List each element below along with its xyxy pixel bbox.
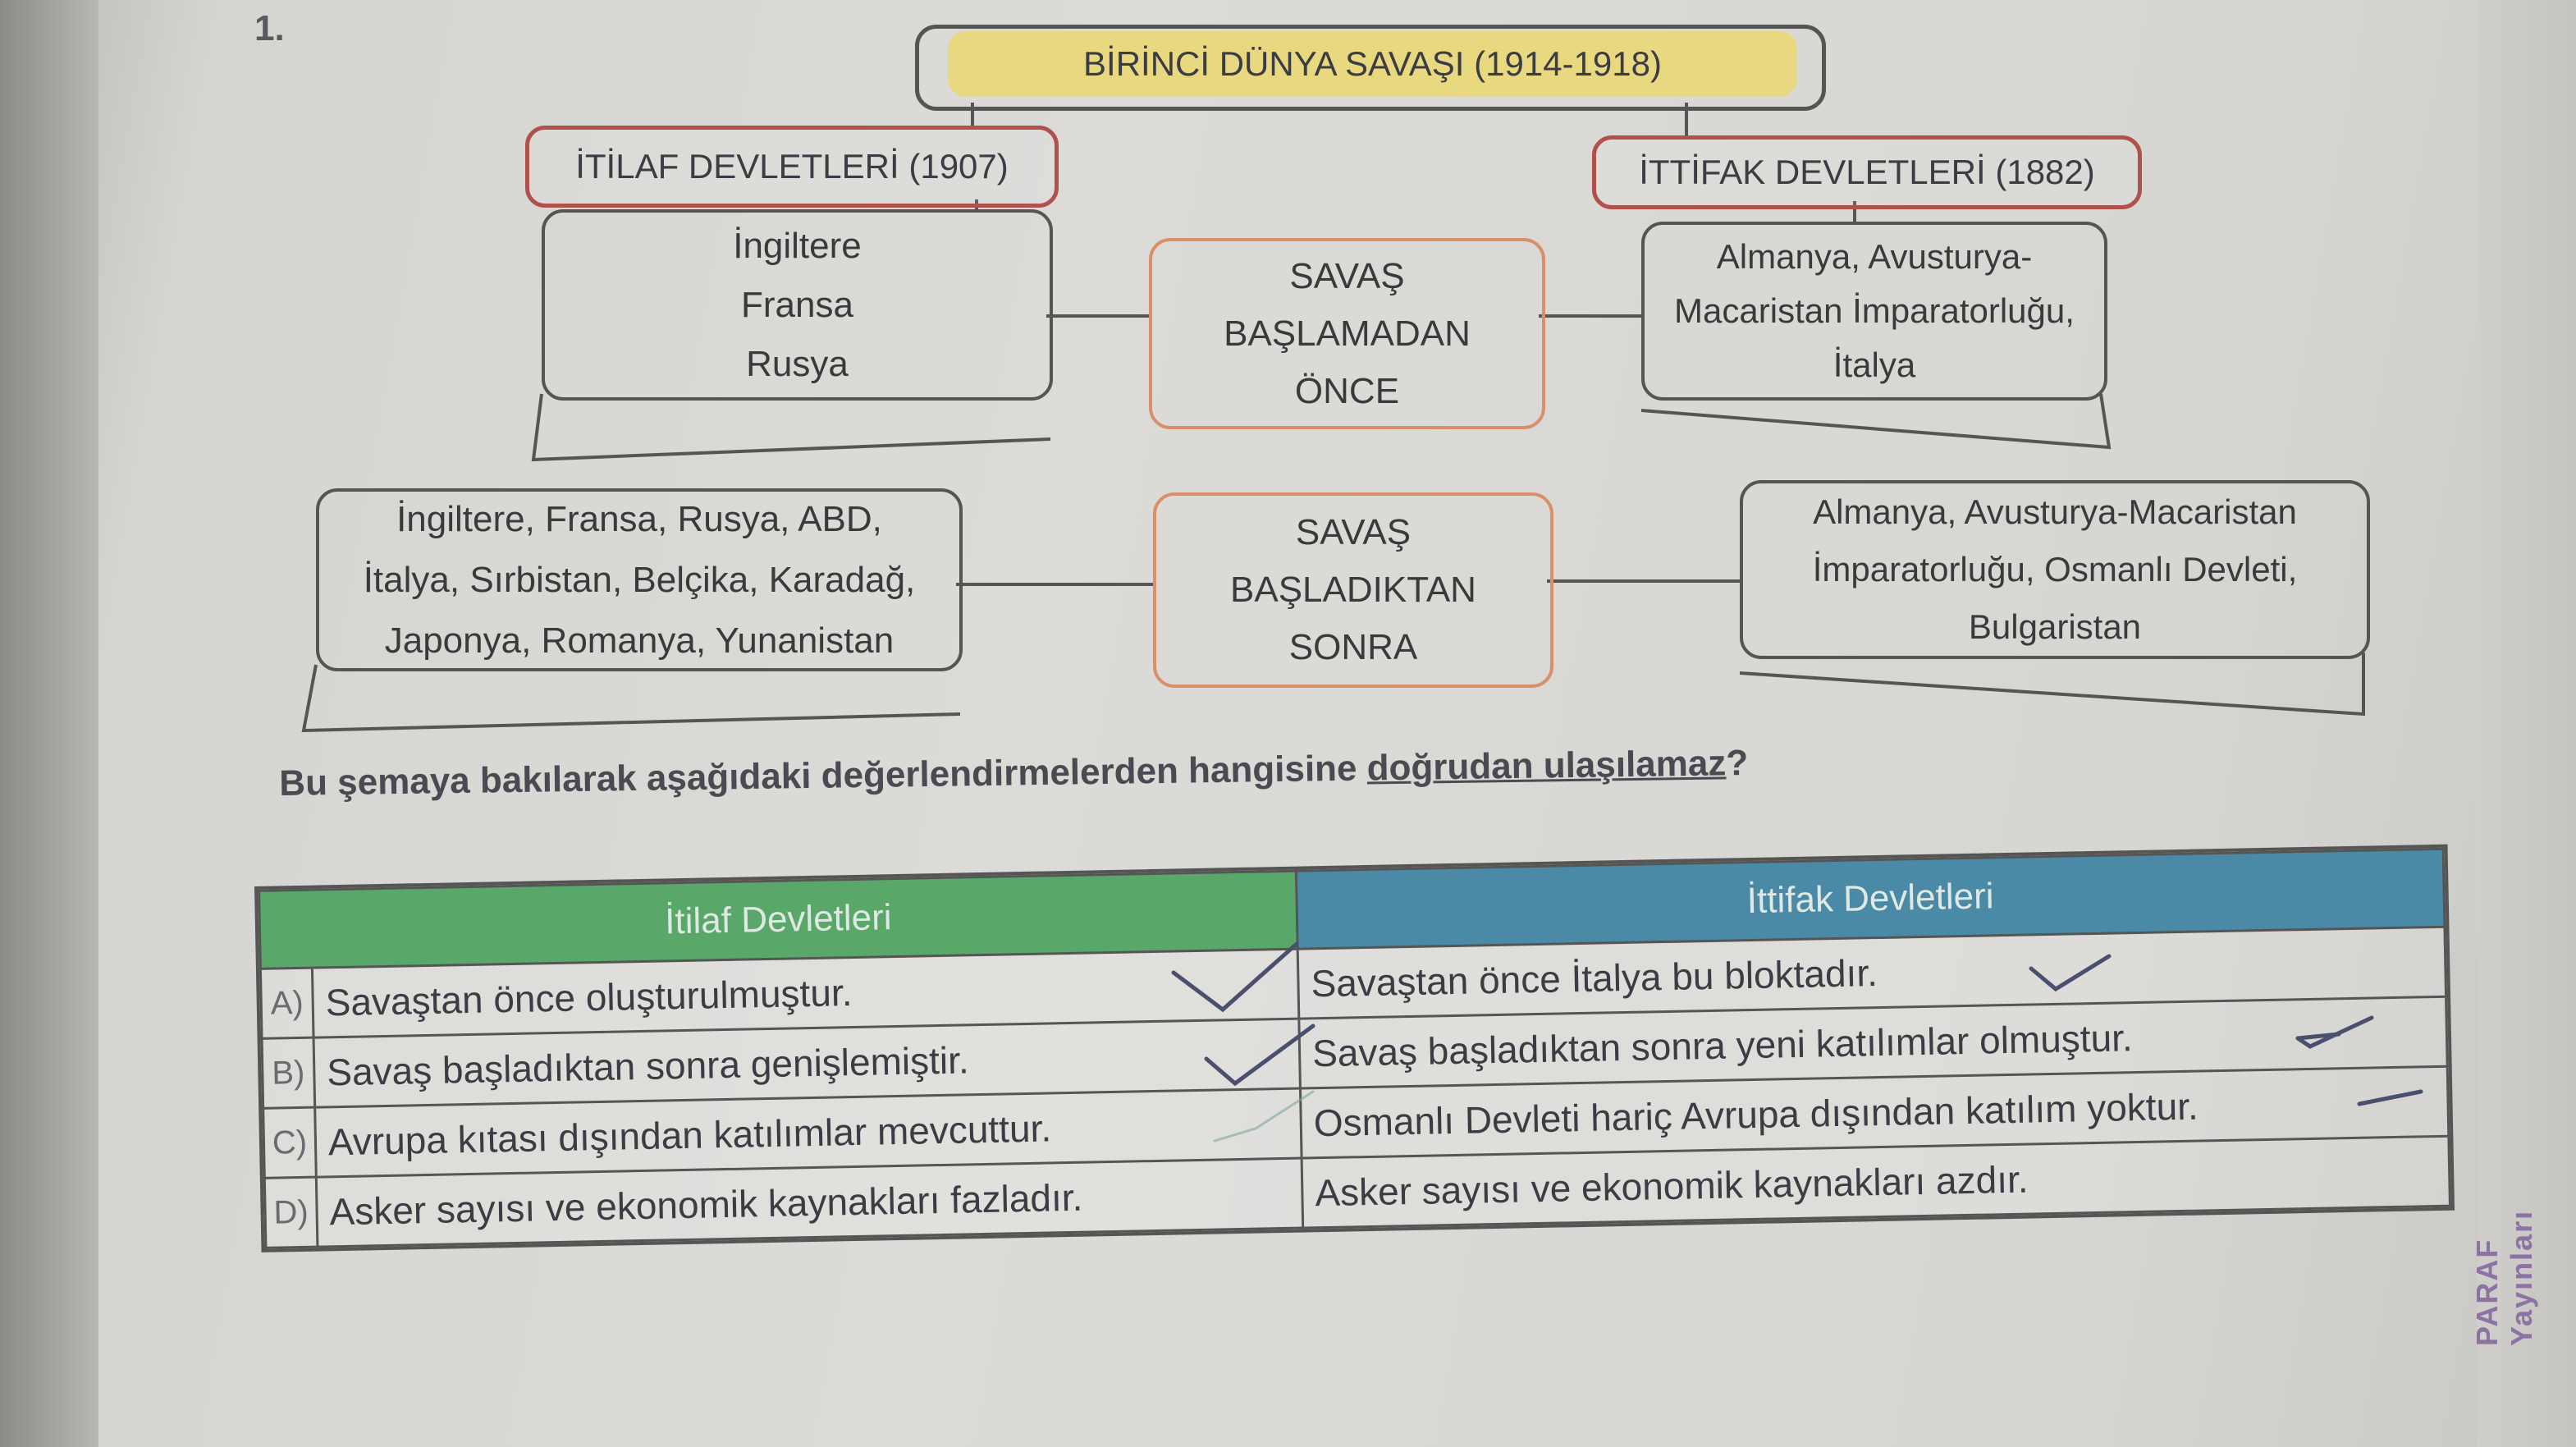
before-war-line: SAVAŞ [1289,255,1405,296]
itilaf-cell: Savaştan önce oluşturulmuştur. [312,949,1298,1037]
after-war-line: SONRA [1288,627,1418,667]
publisher-logo: PARAF Yayınları [2470,1209,2538,1346]
check-mark-icon [1206,1026,1313,1083]
ittifak-label: İTTİFAK DEVLETLERİ (1882) [1592,135,2142,209]
itilaf-before-line: Fransa [741,284,853,325]
ittifak-after-line: Almanya, Avusturya-Macaristan [1813,492,2297,531]
option-label: B) [262,1037,315,1108]
itilaf-before-line: Rusya [746,343,849,384]
ittifak-cell: Savaş başladıktan sonra yeni katılımlar olmuştur. [1299,996,2447,1088]
check-mark-icon [2298,1018,2372,1046]
ittifak-after-line: Bulgaristan [1968,607,2142,646]
ittifak-before-line: Almanya, Avusturya- [1716,237,2033,276]
before-war-line: ÖNCE [1294,370,1400,411]
dash-mark-icon [2359,1092,2421,1104]
before-war-line: BAŞLAMADAN [1224,313,1471,354]
option-label: D) [264,1177,318,1248]
itilaf-label: İTİLAF DEVLETLERİ (1907) [525,126,1059,208]
header-itilaf: İtilaf Devletleri [259,871,1298,968]
itilaf-after-line: İngiltere, Fransa, Rusya, ABD, [396,498,882,539]
ittifak-cell: Asker sayısı ve ekonomik kaynakları azdır. [1302,1136,2450,1228]
itilaf-cell: Asker sayısı ve ekonomik kaynakları fazladır. [316,1158,1302,1247]
question-underlined: doğrudan ulaşılamaz [1366,743,1727,789]
ittifak-after-line: İmparatorluğu, Osmanlı Devleti, [1812,550,2298,588]
question-number: 1. [254,8,285,48]
question-suffix: ? [1725,743,1749,784]
itilaf-before-line: İngiltere [733,225,862,266]
diagram-title: BİRİNCİ DÜNYA SAVAŞI (1914-1918) [1083,44,1662,83]
itilaf-cell: Savaş başladıktan sonra genişlemiştir. [313,1019,1300,1107]
ittifak-cell: Savaştan önce İtalya bu bloktadır. [1297,927,2446,1019]
option-label: C) [263,1107,317,1178]
itilaf-cell: Avrupa kıtası dışından katılımlar mevcuttur. [315,1088,1302,1177]
ittifak-before-line: İtalya [1832,346,1916,384]
faint-check-mark-icon [1215,1092,1313,1141]
check-mark-icon [2031,956,2109,989]
after-war-line: BAŞLADIKTAN [1230,570,1476,610]
option-label: A) [260,968,313,1038]
ittifak-before-line: Macaristan İmparatorluğu, [1674,291,2075,330]
ittifak-cell: Osmanlı Devleti hariç Avrupa dışından katılım yoktur. [1300,1066,2448,1158]
itilaf-after-line: Japonya, Romanya, Yunanistan [384,620,895,661]
header-ittifak: İttifak Devletleri [1296,849,2445,949]
itilaf-after-line: İtalya, Sırbistan, Belçika, Karadağ, [363,559,916,600]
question-prefix: Bu şemaya bakılarak aşağıdaki değerlendirmelerden hangisine [279,748,1357,804]
check-mark-icon [1174,944,1297,1010]
after-war-line: SAVAŞ [1295,512,1412,552]
